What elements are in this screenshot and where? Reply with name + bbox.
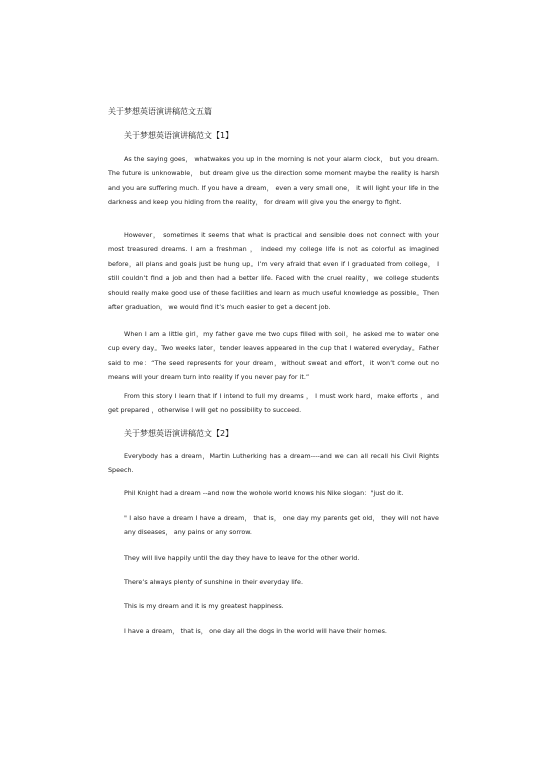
section-1-paragraph-2: However， sometimes it seems that what is practical and sensible does not connect with your most treasured dreams. I am a freshman ， indeed my college life is not as colorful as imagined before，all plans and goals just be hung up。I’m very afraid that even if I graduated from college， I still couldn’t find a job and then had a better life. Faced with the cruel reality，we college students should really make good use of these facilities and learn as much useful knowledge as possible。Then after graduation， we would find it’s much easier to get a decent job. [108,231,439,312]
section-2-paragraph-7: I have a dream， that is， one day all the dogs in the world will have their homes. [124,627,387,635]
section-heading-1: 关于梦想英语演讲稿范文【1】 [124,131,234,140]
document-title: 关于梦想英语演讲稿范文五篇 [108,107,212,116]
section-2-paragraph-5: There’s always plenty of sunshine in their everyday life. [124,578,303,586]
section-2-paragraph-1: Everybody has a dream，Martin Lutherking has a dream----and we can all recall his Civil Rights Speech. [108,452,439,475]
section-2-paragraph-2: Phil Knight had a dream --and now the wohole world knows his Nike slogan："just do it. [124,489,404,497]
section-2-paragraph-3: " I also have a dream I have a dream， that is， one day my parents get old， they will not have any diseases， any pains or any sorrow. [124,514,439,537]
section-2-paragraph-6: This is my dream and it is my greatest happiness. [124,602,284,610]
section-2-paragraph-4: They will live happily until the day they have to leave for the other world. [124,554,360,562]
section-1-paragraph-1: As the saying goes， whatwakes you up in the morning is not your alarm clock， but you dream. The future is unknowable， but dream give us the direction some moment maybe the reality is harsh and you are suffering much. If you have a dream， even a very small one， it will light your life in the darkness and keep you hiding from the reality， for dream will give you the energy to fight. [108,155,439,207]
section-1-paragraph-4: From this story I learn that If I intend to full my dreams ， I must work hard，make efforts ，and get prepared ，otherwise I will get no possibility to succeed. [108,392,439,415]
section-1-paragraph-3: When I am a little girl，my father gave me two cups filled with soil，he asked me to water one cup every day。Two weeks later，tender leaves appeared in the cup that I watered everyday。Father said to me：“The seed represents for your dream，without sweat and effort，it won’t come out no means will your dream turn into reality if you never pay for it.” [108,330,439,382]
section-heading-2: 关于梦想英语演讲稿范文【2】 [124,429,234,438]
